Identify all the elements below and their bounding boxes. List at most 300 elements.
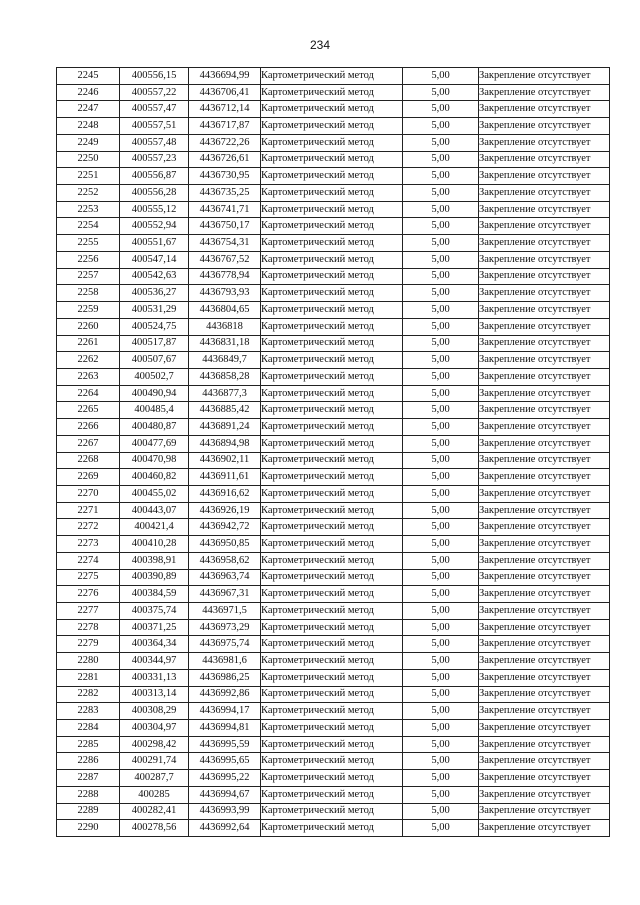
x-coordinate-cell: 400282,41: [120, 803, 189, 820]
table-row: [57, 736, 610, 753]
table-row: [57, 168, 610, 185]
accuracy-cell: 5,00: [403, 720, 479, 737]
y-coordinate-cell: 4436992,86: [189, 686, 261, 703]
accuracy-cell: 5,00: [403, 235, 479, 252]
point-number-cell: 2250: [57, 151, 120, 168]
accuracy-cell: 5,00: [403, 619, 479, 636]
fixation-cell: Закрепление отсутствует: [479, 101, 610, 118]
y-coordinate-cell: 4436891,24: [189, 419, 261, 436]
accuracy-cell: 5,00: [403, 686, 479, 703]
fixation-cell: Закрепление отсутствует: [479, 736, 610, 753]
x-coordinate-cell: 400384,59: [120, 586, 189, 603]
x-coordinate-cell: 400308,29: [120, 703, 189, 720]
method-cell: Картометрический метод: [261, 251, 403, 268]
method-cell: Картометрический метод: [261, 235, 403, 252]
point-number-cell: 2252: [57, 185, 120, 202]
fixation-cell: Закрепление отсутствует: [479, 820, 610, 837]
accuracy-cell: 5,00: [403, 335, 479, 352]
y-coordinate-cell: 4436722,26: [189, 134, 261, 151]
method-cell: Картометрический метод: [261, 469, 403, 486]
fixation-cell: Закрепление отсутствует: [479, 402, 610, 419]
point-number-cell: 2276: [57, 586, 120, 603]
point-number-cell: 2277: [57, 603, 120, 620]
x-coordinate-cell: 400557,22: [120, 84, 189, 101]
table-row: [57, 619, 610, 636]
fixation-cell: Закрепление отсутствует: [479, 134, 610, 151]
x-coordinate-cell: 400556,28: [120, 185, 189, 202]
table-row: [57, 703, 610, 720]
accuracy-cell: 5,00: [403, 185, 479, 202]
table-row: [57, 385, 610, 402]
point-number-cell: 2259: [57, 302, 120, 319]
method-cell: Картометрический метод: [261, 770, 403, 787]
y-coordinate-cell: 4436767,52: [189, 251, 261, 268]
point-number-cell: 2271: [57, 502, 120, 519]
point-number-cell: 2290: [57, 820, 120, 837]
y-coordinate-cell: 4436694,99: [189, 68, 261, 85]
x-coordinate-cell: 400557,51: [120, 118, 189, 135]
method-cell: Картометрический метод: [261, 485, 403, 502]
y-coordinate-cell: 4436735,25: [189, 185, 261, 202]
x-coordinate-cell: 400364,34: [120, 636, 189, 653]
page-number: 234: [309, 38, 331, 52]
fixation-cell: Закрепление отсутствует: [479, 552, 610, 569]
y-coordinate-cell: 4436950,85: [189, 536, 261, 553]
accuracy-cell: 5,00: [403, 786, 479, 803]
point-number-cell: 2256: [57, 251, 120, 268]
x-coordinate-cell: 400298,42: [120, 736, 189, 753]
method-cell: Картометрический метод: [261, 151, 403, 168]
method-cell: Картометрический метод: [261, 201, 403, 218]
accuracy-cell: 5,00: [403, 385, 479, 402]
y-coordinate-cell: 4436926,19: [189, 502, 261, 519]
x-coordinate-cell: 400485,4: [120, 402, 189, 419]
table-row: [57, 469, 610, 486]
table-row: [57, 185, 610, 202]
x-coordinate-cell: 400477,69: [120, 435, 189, 452]
table-row: [57, 101, 610, 118]
y-coordinate-cell: 4436804,65: [189, 302, 261, 319]
fixation-cell: Закрепление отсутствует: [479, 168, 610, 185]
point-number-cell: 2248: [57, 118, 120, 135]
table-row: [57, 519, 610, 536]
method-cell: Картометрический метод: [261, 653, 403, 670]
method-cell: Картометрический метод: [261, 419, 403, 436]
accuracy-cell: 5,00: [403, 820, 479, 837]
method-cell: Картометрический метод: [261, 603, 403, 620]
method-cell: Картометрический метод: [261, 68, 403, 85]
table-body: [57, 68, 610, 837]
point-number-cell: 2268: [57, 452, 120, 469]
y-coordinate-cell: 4436975,74: [189, 636, 261, 653]
method-cell: Картометрический метод: [261, 435, 403, 452]
y-coordinate-cell: 4436706,41: [189, 84, 261, 101]
x-coordinate-cell: 400460,82: [120, 469, 189, 486]
table-row: [57, 636, 610, 653]
fixation-cell: Закрепление отсутствует: [479, 151, 610, 168]
accuracy-cell: 5,00: [403, 569, 479, 586]
point-number-cell: 2260: [57, 318, 120, 335]
accuracy-cell: 5,00: [403, 469, 479, 486]
method-cell: Картометрический метод: [261, 84, 403, 101]
fixation-cell: Закрепление отсутствует: [479, 786, 610, 803]
fixation-cell: Закрепление отсутствует: [479, 469, 610, 486]
fixation-cell: Закрепление отсутствует: [479, 335, 610, 352]
table-row: [57, 285, 610, 302]
coordinates-table: [56, 67, 610, 837]
point-number-cell: 2287: [57, 770, 120, 787]
accuracy-cell: 5,00: [403, 84, 479, 101]
y-coordinate-cell: 4436958,62: [189, 552, 261, 569]
fixation-cell: Закрепление отсутствует: [479, 218, 610, 235]
accuracy-cell: 5,00: [403, 703, 479, 720]
x-coordinate-cell: 400344,97: [120, 653, 189, 670]
fixation-cell: Закрепление отсутствует: [479, 368, 610, 385]
point-number-cell: 2272: [57, 519, 120, 536]
point-number-cell: 2247: [57, 101, 120, 118]
point-number-cell: 2262: [57, 352, 120, 369]
y-coordinate-cell: 4436992,64: [189, 820, 261, 837]
y-coordinate-cell: 4436994,17: [189, 703, 261, 720]
fixation-cell: Закрепление отсутствует: [479, 569, 610, 586]
y-coordinate-cell: 4436831,18: [189, 335, 261, 352]
y-coordinate-cell: 4436986,25: [189, 669, 261, 686]
point-number-cell: 2265: [57, 402, 120, 419]
method-cell: Картометрический метод: [261, 285, 403, 302]
method-cell: Картометрический метод: [261, 452, 403, 469]
method-cell: Картометрический метод: [261, 335, 403, 352]
method-cell: Картометрический метод: [261, 686, 403, 703]
fixation-cell: Закрепление отсутствует: [479, 703, 610, 720]
point-number-cell: 2280: [57, 653, 120, 670]
x-coordinate-cell: 400542,63: [120, 268, 189, 285]
accuracy-cell: 5,00: [403, 118, 479, 135]
y-coordinate-cell: 4436963,74: [189, 569, 261, 586]
table-row: [57, 586, 610, 603]
y-coordinate-cell: 4436902,11: [189, 452, 261, 469]
table-row: [57, 302, 610, 319]
accuracy-cell: 5,00: [403, 435, 479, 452]
y-coordinate-cell: 4436973,29: [189, 619, 261, 636]
y-coordinate-cell: 4436885,42: [189, 402, 261, 419]
fixation-cell: Закрепление отсутствует: [479, 586, 610, 603]
y-coordinate-cell: 4436995,22: [189, 770, 261, 787]
method-cell: Картометрический метод: [261, 218, 403, 235]
x-coordinate-cell: 400557,23: [120, 151, 189, 168]
x-coordinate-cell: 400304,97: [120, 720, 189, 737]
point-number-cell: 2279: [57, 636, 120, 653]
table-row: [57, 536, 610, 553]
point-number-cell: 2270: [57, 485, 120, 502]
x-coordinate-cell: 400531,29: [120, 302, 189, 319]
x-coordinate-cell: 400410,28: [120, 536, 189, 553]
accuracy-cell: 5,00: [403, 653, 479, 670]
point-number-cell: 2245: [57, 68, 120, 85]
x-coordinate-cell: 400375,74: [120, 603, 189, 620]
x-coordinate-cell: 400390,89: [120, 569, 189, 586]
table-row: [57, 669, 610, 686]
x-coordinate-cell: 400551,67: [120, 235, 189, 252]
y-coordinate-cell: 4436981,6: [189, 653, 261, 670]
point-number-cell: 2257: [57, 268, 120, 285]
table-row: [57, 235, 610, 252]
table-row: [57, 435, 610, 452]
table-row: [57, 770, 610, 787]
y-coordinate-cell: 4436712,14: [189, 101, 261, 118]
accuracy-cell: 5,00: [403, 268, 479, 285]
fixation-cell: Закрепление отсутствует: [479, 385, 610, 402]
method-cell: Картометрический метод: [261, 385, 403, 402]
x-coordinate-cell: 400291,74: [120, 753, 189, 770]
method-cell: Картометрический метод: [261, 586, 403, 603]
fixation-cell: Закрепление отсутствует: [479, 720, 610, 737]
point-number-cell: 2282: [57, 686, 120, 703]
y-coordinate-cell: 4436916,62: [189, 485, 261, 502]
method-cell: Картометрический метод: [261, 268, 403, 285]
y-coordinate-cell: 4436995,59: [189, 736, 261, 753]
table-row: [57, 653, 610, 670]
fixation-cell: Закрепление отсутствует: [479, 318, 610, 335]
table-row: [57, 485, 610, 502]
x-coordinate-cell: 400287,7: [120, 770, 189, 787]
method-cell: Картометрический метод: [261, 669, 403, 686]
accuracy-cell: 5,00: [403, 753, 479, 770]
accuracy-cell: 5,00: [403, 586, 479, 603]
point-number-cell: 2273: [57, 536, 120, 553]
method-cell: Картометрический метод: [261, 803, 403, 820]
point-number-cell: 2269: [57, 469, 120, 486]
table-row: [57, 720, 610, 737]
y-coordinate-cell: 4436818: [189, 318, 261, 335]
method-cell: Картометрический метод: [261, 101, 403, 118]
accuracy-cell: 5,00: [403, 736, 479, 753]
y-coordinate-cell: 4436942,72: [189, 519, 261, 536]
y-coordinate-cell: 4436967,31: [189, 586, 261, 603]
method-cell: Картометрический метод: [261, 536, 403, 553]
x-coordinate-cell: 400371,25: [120, 619, 189, 636]
point-number-cell: 2281: [57, 669, 120, 686]
fixation-cell: Закрепление отсутствует: [479, 753, 610, 770]
y-coordinate-cell: 4436741,71: [189, 201, 261, 218]
accuracy-cell: 5,00: [403, 803, 479, 820]
table-row: [57, 68, 610, 85]
table-row: [57, 419, 610, 436]
x-coordinate-cell: 400313,14: [120, 686, 189, 703]
table-row: [57, 151, 610, 168]
point-number-cell: 2258: [57, 285, 120, 302]
accuracy-cell: 5,00: [403, 218, 479, 235]
y-coordinate-cell: 4436730,95: [189, 168, 261, 185]
accuracy-cell: 5,00: [403, 168, 479, 185]
y-coordinate-cell: 4436793,93: [189, 285, 261, 302]
method-cell: Картометрический метод: [261, 619, 403, 636]
table-row: [57, 268, 610, 285]
table-row: [57, 251, 610, 268]
point-number-cell: 2285: [57, 736, 120, 753]
x-coordinate-cell: 400536,27: [120, 285, 189, 302]
x-coordinate-cell: 400285: [120, 786, 189, 803]
accuracy-cell: 5,00: [403, 485, 479, 502]
table-row: [57, 352, 610, 369]
y-coordinate-cell: 4436995,65: [189, 753, 261, 770]
table-row: [57, 368, 610, 385]
point-number-cell: 2267: [57, 435, 120, 452]
y-coordinate-cell: 4436877,3: [189, 385, 261, 402]
point-number-cell: 2263: [57, 368, 120, 385]
fixation-cell: Закрепление отсутствует: [479, 84, 610, 101]
method-cell: Картометрический метод: [261, 402, 403, 419]
fixation-cell: Закрепление отсутствует: [479, 352, 610, 369]
table-row: [57, 502, 610, 519]
y-coordinate-cell: 4436849,7: [189, 352, 261, 369]
fixation-cell: Закрепление отсутствует: [479, 302, 610, 319]
point-number-cell: 2254: [57, 218, 120, 235]
method-cell: Картометрический метод: [261, 368, 403, 385]
method-cell: Картометрический метод: [261, 519, 403, 536]
fixation-cell: Закрепление отсутствует: [479, 519, 610, 536]
fixation-cell: Закрепление отсутствует: [479, 653, 610, 670]
x-coordinate-cell: 400490,94: [120, 385, 189, 402]
table-row: [57, 118, 610, 135]
method-cell: Картометрический метод: [261, 736, 403, 753]
x-coordinate-cell: 400524,75: [120, 318, 189, 335]
method-cell: Картометрический метод: [261, 786, 403, 803]
point-number-cell: 2274: [57, 552, 120, 569]
point-number-cell: 2286: [57, 753, 120, 770]
method-cell: Картометрический метод: [261, 134, 403, 151]
fixation-cell: Закрепление отсутствует: [479, 185, 610, 202]
method-cell: Картометрический метод: [261, 168, 403, 185]
method-cell: Картометрический метод: [261, 569, 403, 586]
accuracy-cell: 5,00: [403, 502, 479, 519]
table-row: [57, 201, 610, 218]
method-cell: Картометрический метод: [261, 703, 403, 720]
x-coordinate-cell: 400556,87: [120, 168, 189, 185]
fixation-cell: Закрепление отсутствует: [479, 268, 610, 285]
point-number-cell: 2288: [57, 786, 120, 803]
table-row: [57, 686, 610, 703]
fixation-cell: Закрепление отсутствует: [479, 251, 610, 268]
accuracy-cell: 5,00: [403, 519, 479, 536]
point-number-cell: 2261: [57, 335, 120, 352]
x-coordinate-cell: 400552,94: [120, 218, 189, 235]
point-number-cell: 2283: [57, 703, 120, 720]
x-coordinate-cell: 400278,56: [120, 820, 189, 837]
method-cell: Картометрический метод: [261, 720, 403, 737]
x-coordinate-cell: 400507,67: [120, 352, 189, 369]
fixation-cell: Закрепление отсутствует: [479, 770, 610, 787]
point-number-cell: 2253: [57, 201, 120, 218]
method-cell: Картометрический метод: [261, 552, 403, 569]
fixation-cell: Закрепление отсутствует: [479, 485, 610, 502]
x-coordinate-cell: 400547,14: [120, 251, 189, 268]
method-cell: Картометрический метод: [261, 118, 403, 135]
x-coordinate-cell: 400556,15: [120, 68, 189, 85]
point-number-cell: 2266: [57, 419, 120, 436]
point-number-cell: 2255: [57, 235, 120, 252]
accuracy-cell: 5,00: [403, 318, 479, 335]
y-coordinate-cell: 4436994,67: [189, 786, 261, 803]
x-coordinate-cell: 400555,12: [120, 201, 189, 218]
method-cell: Картометрический метод: [261, 318, 403, 335]
x-coordinate-cell: 400455,02: [120, 485, 189, 502]
table-row: [57, 820, 610, 837]
point-number-cell: 2251: [57, 168, 120, 185]
accuracy-cell: 5,00: [403, 770, 479, 787]
accuracy-cell: 5,00: [403, 452, 479, 469]
table-row: [57, 803, 610, 820]
x-coordinate-cell: 400398,91: [120, 552, 189, 569]
x-coordinate-cell: 400331,13: [120, 669, 189, 686]
point-number-cell: 2249: [57, 134, 120, 151]
accuracy-cell: 5,00: [403, 419, 479, 436]
fixation-cell: Закрепление отсутствует: [479, 636, 610, 653]
accuracy-cell: 5,00: [403, 552, 479, 569]
table-row: [57, 134, 610, 151]
table-row: [57, 452, 610, 469]
table-row: [57, 218, 610, 235]
x-coordinate-cell: 400557,48: [120, 134, 189, 151]
point-number-cell: 2246: [57, 84, 120, 101]
table-row: [57, 569, 610, 586]
y-coordinate-cell: 4436778,94: [189, 268, 261, 285]
accuracy-cell: 5,00: [403, 603, 479, 620]
x-coordinate-cell: 400517,87: [120, 335, 189, 352]
method-cell: Картометрический метод: [261, 302, 403, 319]
y-coordinate-cell: 4436754,31: [189, 235, 261, 252]
accuracy-cell: 5,00: [403, 134, 479, 151]
fixation-cell: Закрепление отсутствует: [479, 603, 610, 620]
table-row: [57, 84, 610, 101]
table-row: [57, 603, 610, 620]
fixation-cell: Закрепление отсутствует: [479, 669, 610, 686]
table-row: [57, 318, 610, 335]
table-row: [57, 786, 610, 803]
accuracy-cell: 5,00: [403, 251, 479, 268]
y-coordinate-cell: 4436993,99: [189, 803, 261, 820]
accuracy-cell: 5,00: [403, 368, 479, 385]
point-number-cell: 2289: [57, 803, 120, 820]
fixation-cell: Закрепление отсутствует: [479, 435, 610, 452]
table-row: [57, 402, 610, 419]
table-row: [57, 335, 610, 352]
accuracy-cell: 5,00: [403, 285, 479, 302]
y-coordinate-cell: 4436911,61: [189, 469, 261, 486]
fixation-cell: Закрепление отсутствует: [479, 285, 610, 302]
accuracy-cell: 5,00: [403, 68, 479, 85]
y-coordinate-cell: 4436717,87: [189, 118, 261, 135]
table-row: [57, 753, 610, 770]
y-coordinate-cell: 4436971,5: [189, 603, 261, 620]
y-coordinate-cell: 4436994,81: [189, 720, 261, 737]
accuracy-cell: 5,00: [403, 536, 479, 553]
fixation-cell: Закрепление отсутствует: [479, 452, 610, 469]
accuracy-cell: 5,00: [403, 636, 479, 653]
point-number-cell: 2278: [57, 619, 120, 636]
accuracy-cell: 5,00: [403, 402, 479, 419]
y-coordinate-cell: 4436858,28: [189, 368, 261, 385]
method-cell: Картометрический метод: [261, 820, 403, 837]
method-cell: Картометрический метод: [261, 753, 403, 770]
fixation-cell: Закрепление отсутствует: [479, 201, 610, 218]
fixation-cell: Закрепление отсутствует: [479, 686, 610, 703]
y-coordinate-cell: 4436726,61: [189, 151, 261, 168]
fixation-cell: Закрепление отсутствует: [479, 235, 610, 252]
method-cell: Картометрический метод: [261, 636, 403, 653]
fixation-cell: Закрепление отсутствует: [479, 502, 610, 519]
x-coordinate-cell: 400443,07: [120, 502, 189, 519]
accuracy-cell: 5,00: [403, 201, 479, 218]
